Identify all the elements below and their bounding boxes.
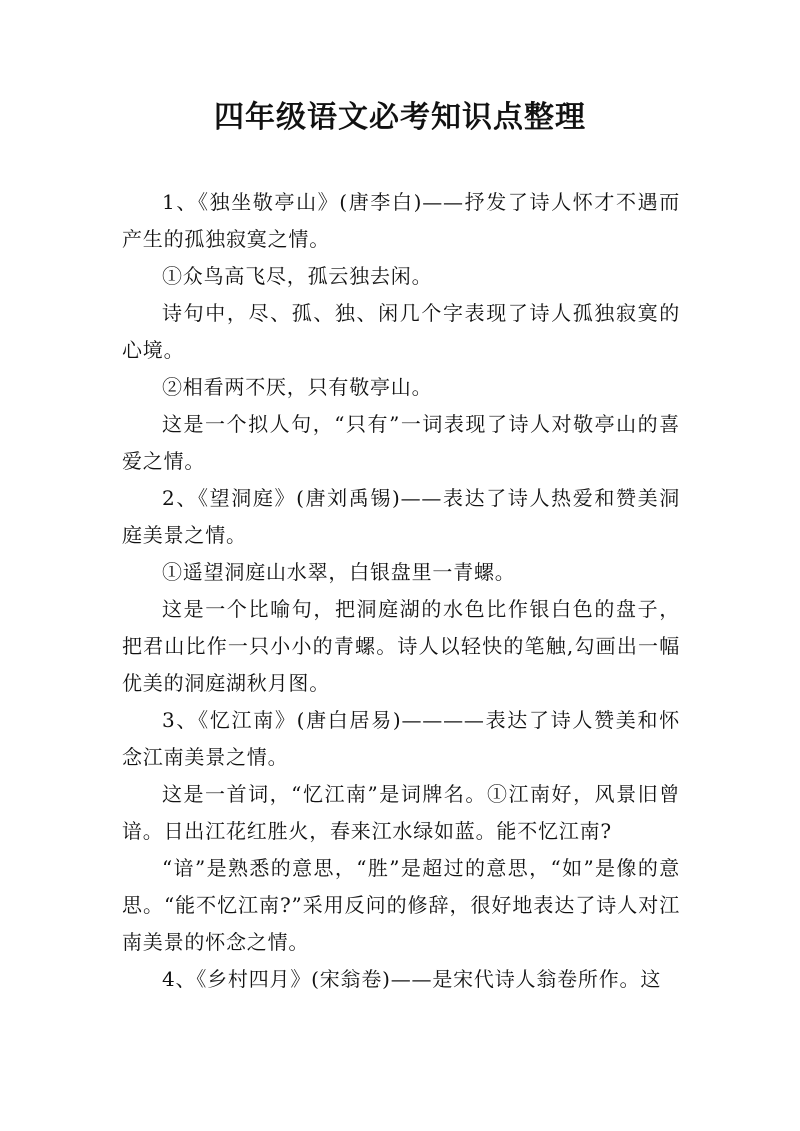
paragraph-poem1-line2: ②相看两不厌，只有敬亭山。 bbox=[162, 375, 433, 399]
paragraph-poem4-intro: 4、《乡村四月》(宋翁卷)——是宋代诗人翁卷所作。这 bbox=[162, 967, 662, 991]
paragraph-poem2-intro: 2、《望洞庭》(唐刘禹锡)——表达了诗人热爱和赞美洞庭美景之情。 bbox=[122, 486, 680, 547]
paragraph-poem3-note: “谙”是熟悉的意思，“胜”是超过的意思，“如”是像的意思。“能不忆江南?”采用反问的修辞，很好地表达了诗人对江南美景的怀念之情。 bbox=[122, 856, 680, 954]
paragraph-poem2-line1: ①遥望洞庭山水翠，白银盘里一青螺。 bbox=[162, 560, 516, 584]
paragraph-poem3-intro: 3、《忆江南》(唐白居易)————表达了诗人赞美和怀念江南美景之情。 bbox=[122, 708, 680, 769]
paragraph-poem1-intro: 1、《独坐敬亭山》(唐李白)——抒发了诗人怀才不遇而产生的孤独寂寞之情。 bbox=[122, 190, 680, 251]
paragraph-poem1-line1-note: 诗句中，尽、孤、独、闲几个字表现了诗人孤独寂寞的心境。 bbox=[122, 301, 680, 362]
document-title: 四年级语文必考知识点整理 bbox=[214, 100, 586, 135]
paragraph-poem1-line1: ①众鸟高飞尽，孤云独去闲。 bbox=[162, 264, 433, 288]
paragraph-poem1-line2-note: 这是一个拟人句，“只有”一词表现了诗人对敬亭山的喜爱之情。 bbox=[122, 412, 680, 473]
document-body bbox=[122, 184, 680, 998]
paragraph-poem2-line1-note: 这是一个比喻句，把洞庭湖的水色比作银白色的盘子，把君山比作一只小小的青螺。诗人以轻快的笔触,勾画出一幅优美的洞庭湖秋月图。 bbox=[122, 597, 680, 695]
paragraph-poem3-text: 这是一首词，“忆江南”是词牌名。①江南好，风景旧曾谙。日出江花红胜火，春来江水绿如蓝。能不忆江南? bbox=[122, 782, 680, 843]
